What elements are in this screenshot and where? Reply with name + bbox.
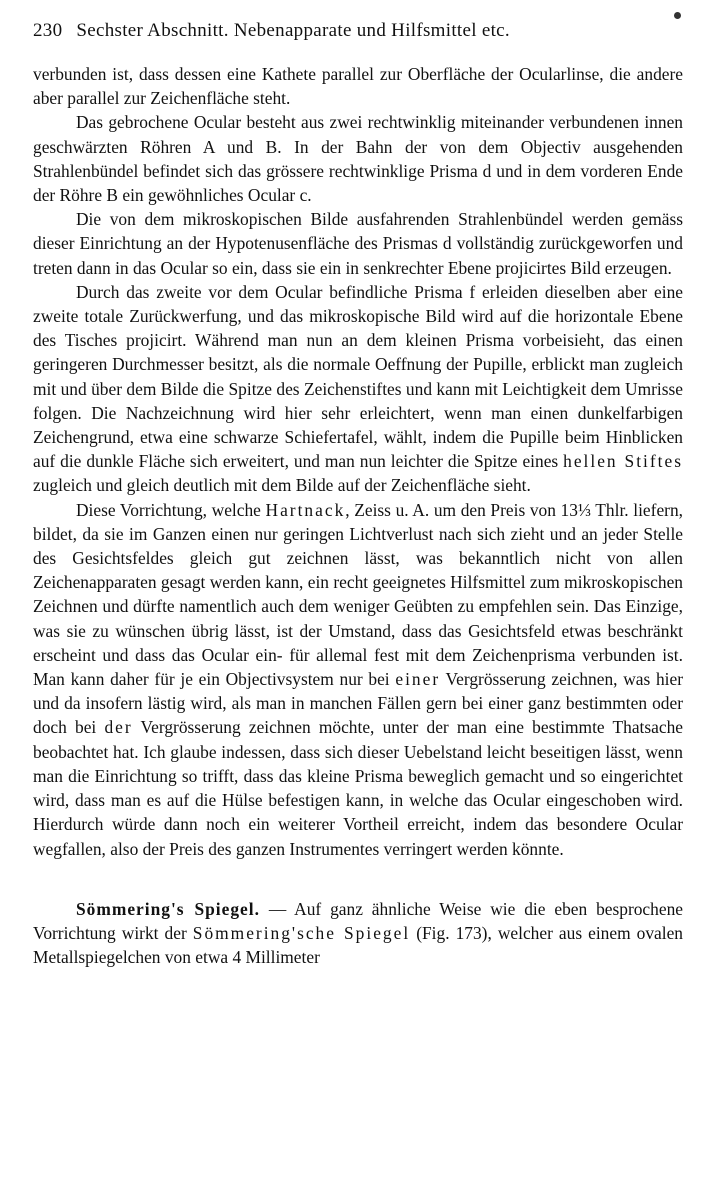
ink-speck — [674, 12, 681, 19]
paragraph-1: verbunden ist, dass dessen eine Kathete parallel zur Oberfläche der Ocularlinse, die andere aber parallel zur Zeichenfläche steht. — [33, 64, 683, 109]
paragraph-2: Das gebrochene Ocular besteht aus zwei rechtwinklig miteinander verbundenen innen geschwärzten Röhren A und B. In der Bahn der von dem Objectiv ausgehenden Strahlenbündel befindet sich das grössere rechtwinklige Prisma d und in dem vorderen Ende der Röhre B ein gewöhnliches Ocular c. — [33, 112, 683, 206]
paragraph-6-spaced-text: Sömmering'sche Spiegel — [192, 922, 411, 943]
page-body — [33, 62, 683, 969]
paragraph-5-spaced-einer: einer — [395, 669, 441, 690]
paragraph-4-text-a: Durch das zweite vor dem Ocular befindliche Prisma f erleiden dieselben aber eine zweite totale Zurückwerfung, und das mikroskopische Bild wird auf die horizontale Ebene des Tisches projicirt. Während man nun an dem kleinen Prisma vorbeisieht, das einen geringeren Durchmesser besitzt, als die normale Oeffnung der Pupille, erblickt man zugleich mit und über dem Bilde die Spitze des Zeichenstiftes und kann mit Leichtigkeit dem Umrisse folgen. Die Nachzeichnung wird hier sehr erleichtert, wenn man einen dunkelfarbigen Zeichengrund, etwa eine schwarze Schiefertafel, wählt, indem die Pupille beim Hinblicken auf die dunkle Fläche sich erweitert, und man nun leichter die Spitze eines — [33, 281, 683, 472]
running-title: Sechster Abschnitt. Nebenapparate und Hilfsmittel etc. — [76, 20, 510, 41]
paragraph-5-text-a: Diese Vorrichtung, welche — [76, 499, 266, 520]
section-heading: Sömmering's Spiegel. — [76, 898, 260, 919]
paragraph-4 — [33, 280, 683, 498]
paragraph-4-text-b: zugleich und gleich deutlich mit dem Bilde auf der Zeichenfläche sieht. — [33, 475, 531, 496]
section-gap — [33, 861, 683, 897]
running-header — [33, 20, 510, 42]
paragraph-6 — [33, 897, 683, 970]
paragraph-6-text-a: — Auf ganz ähnliche Weise wie die eben besprochene Vorrichtung wirkt der — [33, 898, 683, 943]
paragraph-4-spaced-text: hellen Stiftes — [563, 451, 683, 472]
paragraph-5-spaced-name: Hartnack — [265, 499, 346, 520]
paragraph-5-text-c: Vergrösserung zeichnen, was hier und da insofern lästig wird, als man in manchen Fällen gern bei einer ganz bestimmten oder doch bei — [33, 669, 683, 738]
paragraph-5-spaced-der: der — [104, 717, 133, 738]
paragraph-3: Die von dem mikroskopischen Bilde ausfahrenden Strahlenbündel werden gemäss dieser Einrichtung an der Hypotenusenfläche des Prismas d vollständig zurückgeworfen und treten dann in das Ocular so ein, dass sie ein in senkrechter Ebene projicirtes Bild erzeugen. — [33, 209, 683, 278]
page-number: 230 — [33, 20, 63, 41]
paragraph-5-text-b: , Zeiss u. A. um den Preis von 13⅓ Thlr. liefern, bildet, da sie im Ganzen einen nur geringen Lichtverlust nach sich zieht und an jeder Stelle des Gesichtsfeldes gleich gut zeichnen lässt, was bekanntlich nicht von allen Zeichenapparaten gesagt werden kann, ein recht geeignetes Hilfsmittel zum mikroskopischen Zeichnen und dürfte namentlich auch dem weniger Geübten zu empfehlen sein. Das Einzige, was sie zu wünschen übrig lässt, ist der Umstand, dass das Gesichtsfeld etwas beschränkt erscheint und dass das Ocular ein- für allemal fest mit dem Zeichenprisma verbunden ist. Man kann daher für je ein Objectivsystem nur bei — [33, 499, 683, 690]
paragraph-5-text-d: Vergrösserung zeichnen möchte, unter der man eine bestimmte Thatsache beobachtet hat. Ich glaube indessen, dass sich dieser Uebelstand leicht beseitigen lässt, wenn man die Einrichtung so trifft, dass das kleine Prisma beweglich gemacht und so eingerichtet wird, dass man es auf die Hülse befestigen kann, in welche das Ocular eingeschoben wird. Hierdurch würde dann noch ein weiterer Vortheil erreicht, indem das besondere Ocular wegfallen, also der Preis des ganzen Instrumentes verringert werden könnte. — [33, 717, 683, 859]
paragraph-6-text-b: (Fig. 173), welcher aus einem ovalen Metallspiegelchen von etwa 4 Millimeter — [33, 922, 683, 968]
paragraph-5 — [33, 498, 683, 861]
